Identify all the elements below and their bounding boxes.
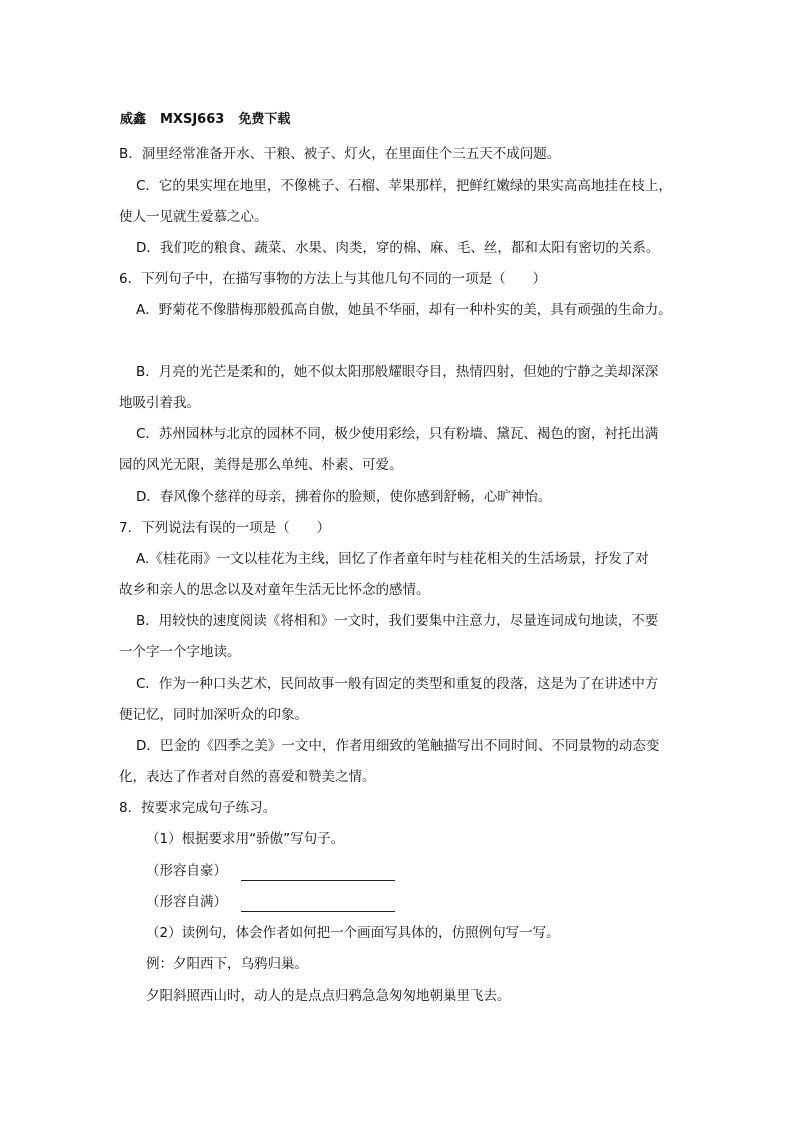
question-7: 7．下列说法有误的一项是（ ） [119, 520, 331, 536]
q6-option-a: A．野菊花不像腊梅那般孤高自傲，她虽不华丽，却有一种朴实的美，具有顽强的生命力。 [136, 302, 672, 318]
q8-example: 例：夕阳西下，乌鸦归巢。 [146, 956, 308, 972]
q7-option-b: B．用较快的速度阅读《将相和》一文时，我们要集中注意力，尽量连词成句地读，不要 [136, 613, 659, 629]
q8-example-expanded: 夕阳斜照西山时，动人的是点点归鸦急急匆匆地朝巢里飞去。 [146, 988, 511, 1004]
q5-option-c-cont: 使人一见就生爱慕之心。 [119, 209, 268, 225]
q7-option-b-cont: 一个字一个字地读。 [119, 644, 241, 660]
q6-option-b: B．月亮的光芒是柔和的，她不似太阳那般耀眼夺目，热情四射，但她的宁静之美却深深 [136, 364, 659, 380]
q6-option-d: D．春风像个慈祥的母亲，拂着你的脸颊，使你感到舒畅，心旷神怡。 [136, 489, 552, 505]
q6-option-c-cont: 园的风光无限，美得是那么单纯、朴素、可爱。 [119, 457, 403, 473]
q8-part-2: （2）读例句，体会作者如何把一个画面写具体的，仿照例句写一写。 [146, 925, 560, 941]
q7-option-d-cont: 化，表达了作者对自然的喜爱和赞美之情。 [119, 769, 376, 785]
header-name: 威鑫 [120, 112, 147, 127]
q5-option-d: D．我们吃的粮食、蔬菜、水果、肉类，穿的棉、麻、毛、丝，都和太阳有密切的关系。 [136, 240, 660, 256]
question-6: 6．下列句子中，在描写事物的方法上与其他几句不同的一项是（ ） [119, 271, 547, 287]
q5-option-c: C．它的果实埋在地里，不像桃子、石榴、苹果那样，把鲜红嫩绿的果实高高地挂在枝上， [136, 178, 672, 194]
q8-part-1a [146, 861, 395, 881]
q7-option-d: D．巴金的《四季之美》一文中，作者用细致的笔触描写出不同时间、不同景物的动态变 [136, 738, 660, 754]
q6-option-b-cont: 地吸引着我。 [119, 395, 200, 411]
question-8: 8．按要求完成句子练习。 [119, 800, 277, 816]
q6-option-c: C．苏州园林与北京的园林不同，极少使用彩绘，只有粉墙、黛瓦、褐色的窗，衬托出满 [136, 426, 659, 442]
q8-part-1b [146, 892, 395, 912]
q5-option-b: B．洞里经常准备开水、干粮、被子、灯火，在里面住个三五天不成问题。 [119, 146, 561, 162]
header-note: 免费下载 [238, 112, 291, 127]
page-header [120, 108, 304, 127]
q8-part-1b-label: （形容自满） [146, 894, 227, 910]
q7-option-c-cont: 便记忆，同时加深听众的印象。 [119, 707, 308, 723]
answer-blank-2[interactable] [241, 897, 395, 912]
q8-part-1a-label: （形容自豪） [146, 863, 227, 879]
q7-option-a: A.《桂花雨》一文以桂花为主线，回忆了作者童年时与桂花相关的生活场景，抒发了对 [136, 551, 649, 567]
q7-option-a-cont: 故乡和亲人的思念以及对童年生活无比怀念的感情。 [119, 582, 430, 598]
q7-option-c: C．作为一种口头艺术，民间故事一般有固定的类型和重复的段落，这是为了在讲述中方 [136, 676, 659, 692]
q8-part-1: （1）根据要求用“骄傲”写句子。 [146, 831, 345, 847]
header-id: MXSJ663 [160, 112, 225, 127]
answer-blank-1[interactable] [241, 866, 395, 881]
